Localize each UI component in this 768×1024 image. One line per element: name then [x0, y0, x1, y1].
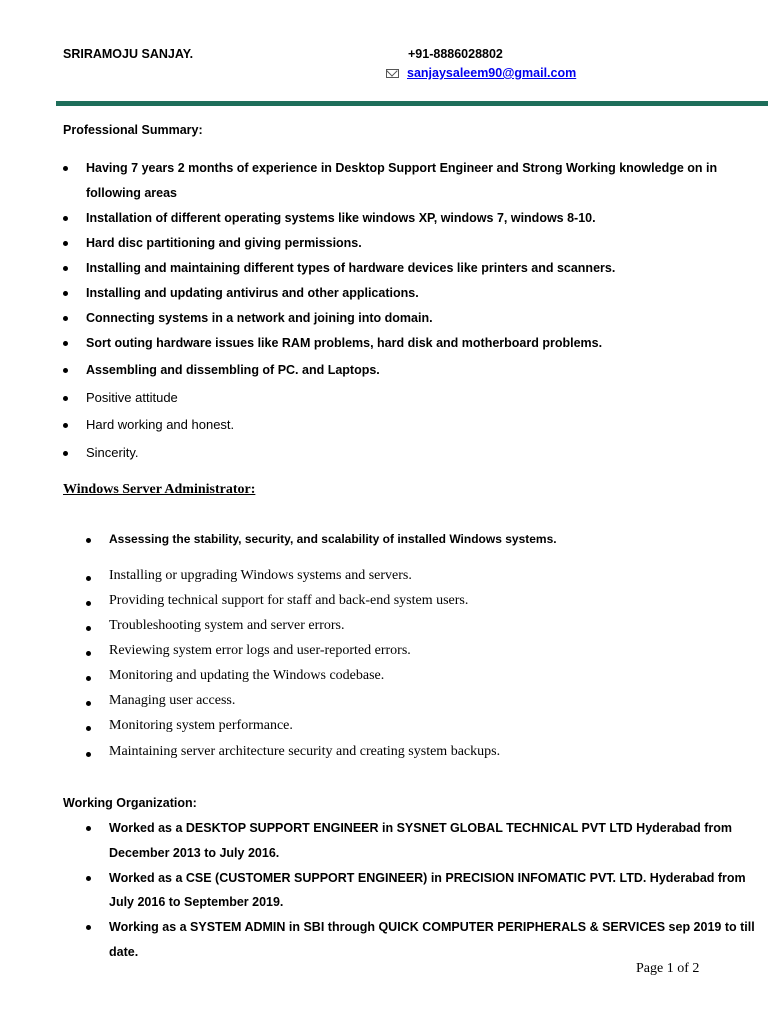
admin-item: Maintaining server architecture security and creating system backups.	[109, 744, 501, 759]
bullet	[63, 451, 68, 456]
candidate-name: SRIRAMOJU SANJAY.	[63, 47, 194, 61]
bullet	[63, 396, 68, 401]
summary-item: Sincerity.	[86, 445, 139, 460]
bullet	[86, 925, 91, 930]
summary-item: Sort outing hardware issues like RAM problems, hard disk and motherboard problems.	[86, 336, 603, 350]
admin-item: Monitoring system performance.	[109, 718, 293, 733]
email-link[interactable]: sanjaysaleem90@gmail.com	[407, 66, 577, 80]
bullet	[63, 341, 68, 346]
summary-item: Assembling and dissembling of PC. and Laptops.	[86, 363, 380, 377]
bullet	[63, 241, 68, 246]
bullet	[63, 266, 68, 271]
admin-item: Assessing the stability, security, and scalability of installed Windows systems.	[109, 532, 557, 546]
admin-item: Managing user access.	[109, 693, 236, 708]
admin-item: Reviewing system error logs and user-reported errors.	[109, 643, 411, 658]
bullet	[63, 316, 68, 321]
admin-item: Providing technical support for staff and back-end system users.	[109, 593, 469, 608]
bullet	[63, 166, 68, 171]
email-row	[386, 66, 576, 80]
bullet	[86, 626, 91, 631]
bullet	[63, 368, 68, 373]
job-entry-dates: December 2013 to July 2016.	[109, 846, 280, 860]
job-entry: Worked as a CSE (CUSTOMER SUPPORT ENGINEER) in PRECISION INFOMATIC PVT. LTD. Hyderabad from	[109, 871, 746, 885]
page-number: Page 1 of 2	[636, 961, 700, 976]
job-entry: Worked as a DESKTOP SUPPORT ENGINEER in SYSNET GLOBAL TECHNICAL PVT LTD Hyderabad from	[109, 821, 733, 835]
job-entry-dates: July 2016 to September 2019.	[109, 895, 284, 909]
windows-admin-heading: Windows Server Administrator:	[63, 482, 256, 497]
envelope-icon	[386, 69, 399, 78]
summary-item: Positive attitude	[86, 390, 178, 405]
summary-item: Installation of different operating systems like windows XP, windows 7, windows 8-10.	[86, 211, 596, 225]
job-entry-dates: date.	[109, 945, 139, 959]
summary-item: Hard working and honest.	[86, 417, 235, 432]
bullet	[86, 601, 91, 606]
bullet	[86, 538, 91, 543]
bullet	[63, 291, 68, 296]
admin-item: Monitoring and updating the Windows codebase.	[109, 668, 385, 683]
summary-item: Having 7 years 2 months of experience in Desktop Support Engineer and Strong Working knowledge on in	[86, 161, 718, 175]
admin-item: Installing or upgrading Windows systems and servers.	[109, 568, 412, 583]
summary-item-continued: following areas	[86, 186, 177, 200]
bullet	[86, 752, 91, 757]
header-divider	[56, 101, 768, 106]
bullet	[86, 676, 91, 681]
admin-item: Troubleshooting system and server errors.	[109, 618, 345, 633]
bullet	[86, 701, 91, 706]
bullet	[86, 876, 91, 881]
job-entry: Working as a SYSTEM ADMIN in SBI through QUICK COMPUTER PERIPHERALS & SERVICES sep 2019 to till	[109, 920, 755, 934]
bullet	[86, 576, 91, 581]
bullet	[63, 423, 68, 428]
working-organization-heading: Working Organization:	[63, 796, 197, 810]
bullet	[86, 726, 91, 731]
bullet	[86, 826, 91, 831]
summary-item: Hard disc partitioning and giving permissions.	[86, 236, 362, 250]
summary-item: Installing and updating antivirus and other applications.	[86, 286, 419, 300]
bullet	[86, 651, 91, 656]
summary-item: Connecting systems in a network and joining into domain.	[86, 311, 433, 325]
bullet	[63, 216, 68, 221]
phone-number: +91-8886028802	[408, 47, 503, 61]
summary-item: Installing and maintaining different types of hardware devices like printers and scanners.	[86, 261, 616, 275]
professional-summary-heading: Professional Summary:	[63, 123, 203, 137]
